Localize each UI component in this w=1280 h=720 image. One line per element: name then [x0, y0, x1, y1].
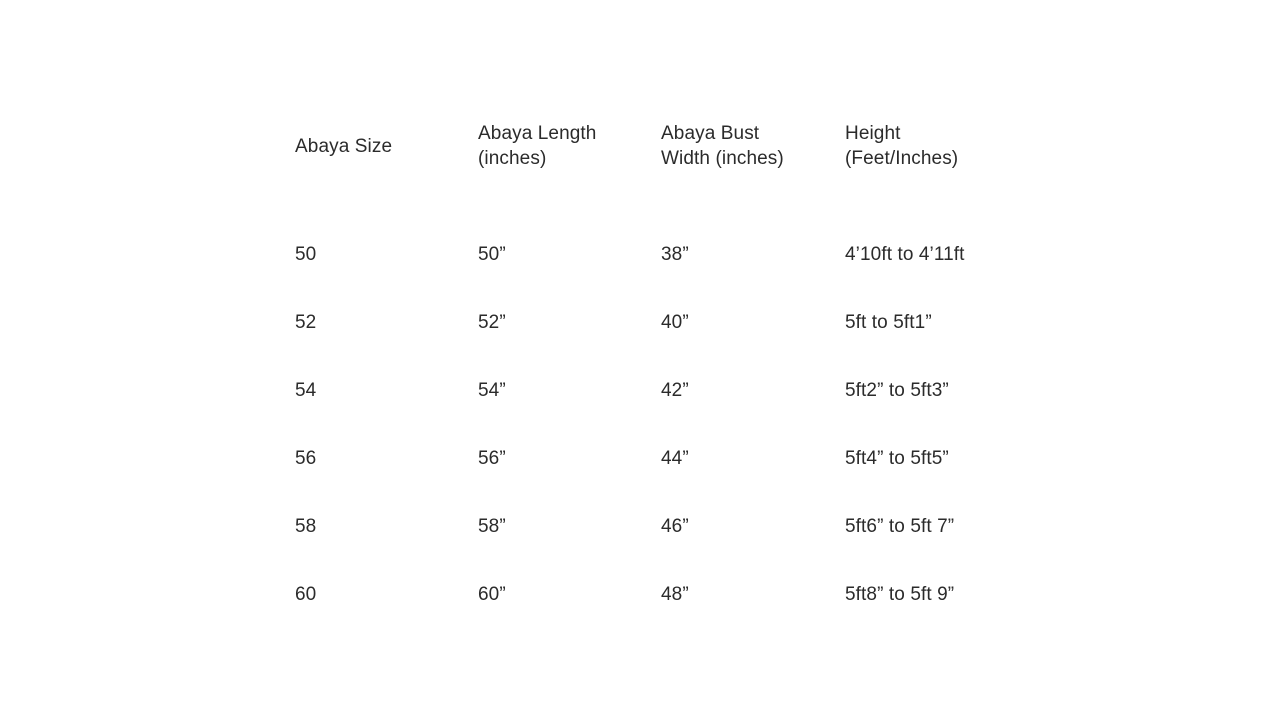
length-cell: 54”	[478, 379, 506, 401]
height-cell: 4’10ft to 4’11ft	[845, 243, 965, 265]
table-row	[295, 356, 1035, 424]
bust-width-cell: 38”	[661, 243, 689, 265]
bust-width-cell: 44”	[661, 447, 689, 469]
height-cell: 5ft to 5ft1”	[845, 311, 932, 333]
table-row	[295, 288, 1035, 356]
length-cell: 52”	[478, 311, 506, 333]
size-chart-table	[295, 121, 1035, 628]
size-cell: 50	[295, 243, 317, 265]
bust-width-cell: 46”	[661, 515, 689, 537]
size-cell: 52	[295, 311, 317, 333]
height-cell: 5ft6” to 5ft 7”	[845, 515, 955, 537]
header-height: Height (Feet/Inches)	[845, 123, 959, 169]
height-cell: 5ft8” to 5ft 9”	[845, 583, 955, 605]
size-cell: 54	[295, 379, 317, 401]
header-abaya-bust-width: Abaya Bust Width (inches)	[661, 123, 784, 169]
size-cell: 60	[295, 583, 317, 605]
length-cell: 50”	[478, 243, 506, 265]
height-cell: 5ft4” to 5ft5”	[845, 447, 949, 469]
header-abaya-length: Abaya Length (inches)	[478, 123, 597, 169]
bust-width-cell: 48”	[661, 583, 689, 605]
header-abaya-size: Abaya Size	[295, 135, 393, 157]
bust-width-cell: 42”	[661, 379, 689, 401]
length-cell: 56”	[478, 447, 506, 469]
table-row	[295, 560, 1035, 628]
size-cell: 58	[295, 515, 317, 537]
length-cell: 58”	[478, 515, 506, 537]
bust-width-cell: 40”	[661, 311, 689, 333]
length-cell: 60”	[478, 583, 506, 605]
table-row	[295, 424, 1035, 492]
size-cell: 56	[295, 447, 317, 469]
table-row	[295, 220, 1035, 288]
table-header-row	[295, 121, 1035, 171]
height-cell: 5ft2” to 5ft3”	[845, 379, 949, 401]
table-row	[295, 492, 1035, 560]
